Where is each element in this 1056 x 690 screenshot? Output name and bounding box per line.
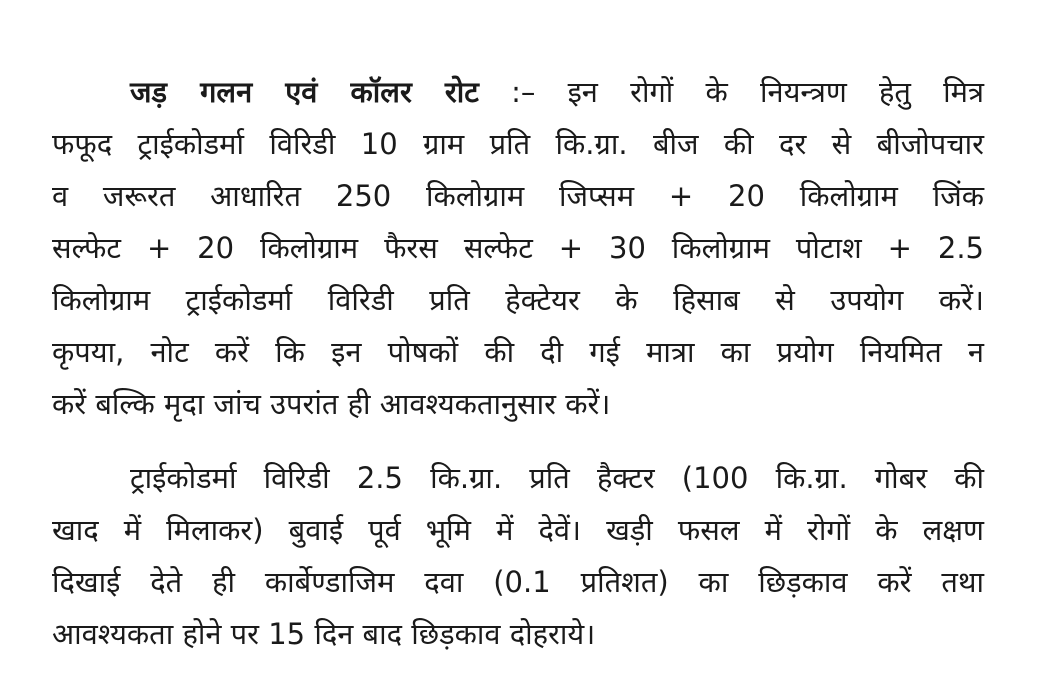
paragraph-text: इन रोगों के नियन्त्रण हेतु मित्र <box>567 75 984 109</box>
section-heading: जड़ गलन एवं कॉलर रोट <box>130 75 479 109</box>
paragraph-line: सल्फेट + 20 किलोग्राम फैरस सल्फेट + 30 किलोग्राम पोटाश + 2.5 <box>52 231 984 265</box>
paragraph-line: करें बल्कि मृदा जांच उपरांत ही आवश्यकतानुसार करें। <box>52 387 611 421</box>
paragraph-line: ट्राईकोडर्मा विरिडी 2.5 कि.ग्रा. प्रति हैक्टर (100 कि.ग्रा. गोबर की <box>130 461 984 495</box>
paragraph-trichoderma-application <box>52 452 984 660</box>
paragraph-line: खाद में मिलाकर) बुवाई पूर्व भूमि में देवें। खड़ी फसल में रोगों के लक्षण <box>52 513 984 547</box>
heading-separator: :– <box>478 75 568 109</box>
paragraph-root-rot-collar-rot <box>52 66 984 430</box>
paragraph-line: कृपया, नोट करें कि इन पोषकों की दी गई मात्रा का प्रयोग नियमित न <box>52 335 984 369</box>
paragraph-line: व जरूरत आधारित 250 किलोग्राम जिप्सम + 20 किलोग्राम जिंक <box>52 179 984 213</box>
paragraph-line: किलोग्राम ट्राईकोडर्मा विरिडी प्रति हेक्टेयर के हिसाब से उपयोग करें। <box>52 283 984 317</box>
paragraph-line <box>52 66 984 118</box>
paragraph-line: फफूद ट्राईकोडर्मा विरिडी 10 ग्राम प्रति कि.ग्रा. बीज की दर से बीजोपचार <box>52 127 984 161</box>
paragraph-line: दिखाई देते ही कार्बेण्डाजिम दवा (0.1 प्रतिशत) का छिड़काव करें तथा <box>52 565 984 599</box>
paragraph-line: आवश्यकता होने पर 15 दिन बाद छिड़काव दोहराये। <box>52 617 596 651</box>
